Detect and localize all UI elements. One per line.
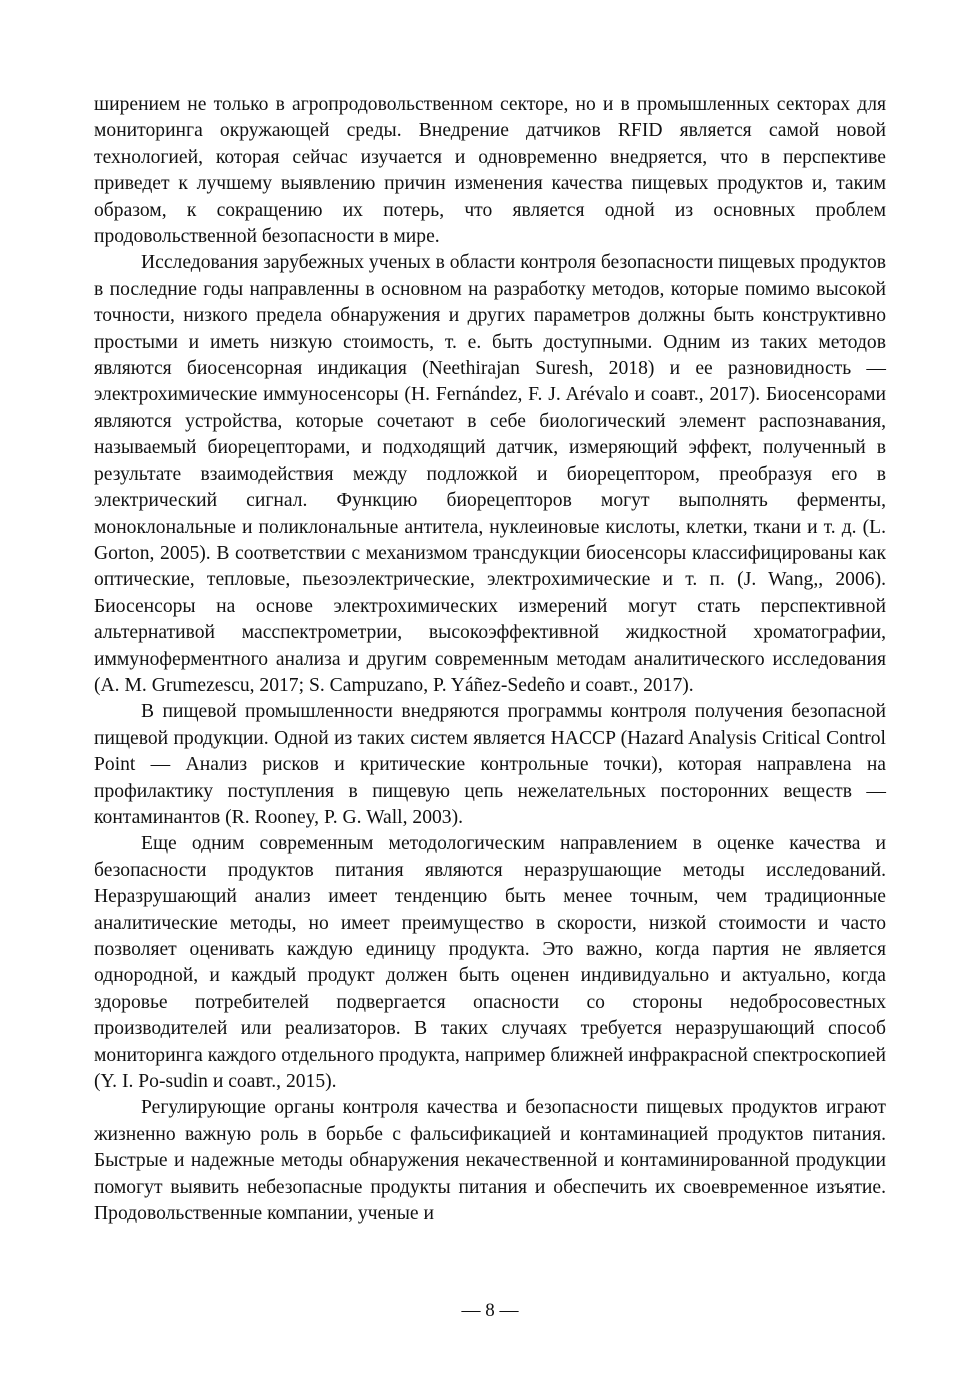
paragraph-3: В пищевой промышленности внедряются программы контроля получения безопасной пищевой продукции. Одной из таких систем является HACCP (Hazard Analysis Critical Control Point — Анализ рисков и критические контрольные точки), которая направлена на профилактику поступления в пищевую цепь нежелательных посторонних веществ — контаминантов (R. Rooney, P. G. Wall, 2003).: [94, 701, 886, 828]
paragraph-4: Еще одним современным методологическим направлением в оценке качества и безопасности продуктов питания являются неразрушающие методы исследований. Неразрушающий анализ имеет тенденцию быть менее точным, чем традиционные аналитические методы, но имеет преимущество в скорости, низкой стоимости и часто позволяет оценивать каждую единицу продукта. Это важно, когда партия не является однородной, и каждый продукт должен быть оценен индивидуально и актуально, когда здоровье потребителей подвергается опасности со стороны недобросовестных производителей или реализаторов. В таких случаях требуется неразрушающий способ мониторинга каждого отдельного продукта, например ближней инфракрасной спектроскопией (Y. I. Po-sudin и соавт., 2015).: [94, 833, 886, 1093]
paragraph-5: Регулирующие органы контроля качества и безопасности пищевых продуктов играют жизненно важную роль в борьбе с фальсификацией и контаминацией продуктов питания. Быстрые и надежные методы обнаружения некачественной и контаминированной продукции помогут выявить небезопасные продукты питания и обеспечить их своевременное изъятие. Продовольственные компании, ученые и: [94, 1097, 886, 1225]
page-number: — 8 —: [461, 1300, 519, 1321]
page-body: [94, 92, 886, 1227]
paragraph-2: Исследования зарубежных ученых в области контроля безопасности пищевых продуктов в последние годы направленны в основном на разработку методов, которые помимо высокой точности, низкого предела обнаружения и других параметров должны быть конструктивно простыми и иметь низкую стоимость, т. е. быть доступными. Одним из таких методов являются биосенсорная индикация (Neethirajan Suresh, 2018) и ее разновидность — электрохимические иммуносенсоры (H. Fernández, F. J. Arévalo и соавт., 2017). Биосенсорами являются устройства, которые сочетают в себе биологический элемент распознавания, называемый биорецепторами, и подходящий датчик, измеряющий эффект, полученный в результате взаимодействия между подложкой и биорецептором, преобразуя его в электрический сигнал. Функцию биорецепторов могут выполнять ферменты, моноклональные и поликлональные антитела, нуклеиновые кислоты, клетки, ткани и т. д. (L. Gorton, 2005). В соответствии с механизмом трансдукции биосенсоры классифицированы как оптические, тепловые, пьезоэлектрические, электрохимические и т. п. (J. Wang,, 2006). Биосенсоры на основе электрохимических измерений могут стать перспективной альтернативой масспектрометрии, высокоэффективной жидкостной хроматографии, иммуноферментного анализа и другим современным методам аналитического исследования (A. M. Grumezescu, 2017; S. Campuzano, P. Yáñez-Sedeño и соавт., 2017).: [94, 252, 886, 696]
paragraph-1: ширением не только в агропродовольственном секторе, но и в промышленных секторах для мониторинга окружающей среды. Внедрение датчиков RFID является самой новой технологией, которая сейчас изучается и одновременно внедряется, что в перспективе приведет к лучшему выявлению причин изменения качества пищевых продуктов и, таким образом, к сокращению их потерь, что является одной из основных проблем продовольственной безопасности в мире.: [94, 94, 886, 248]
